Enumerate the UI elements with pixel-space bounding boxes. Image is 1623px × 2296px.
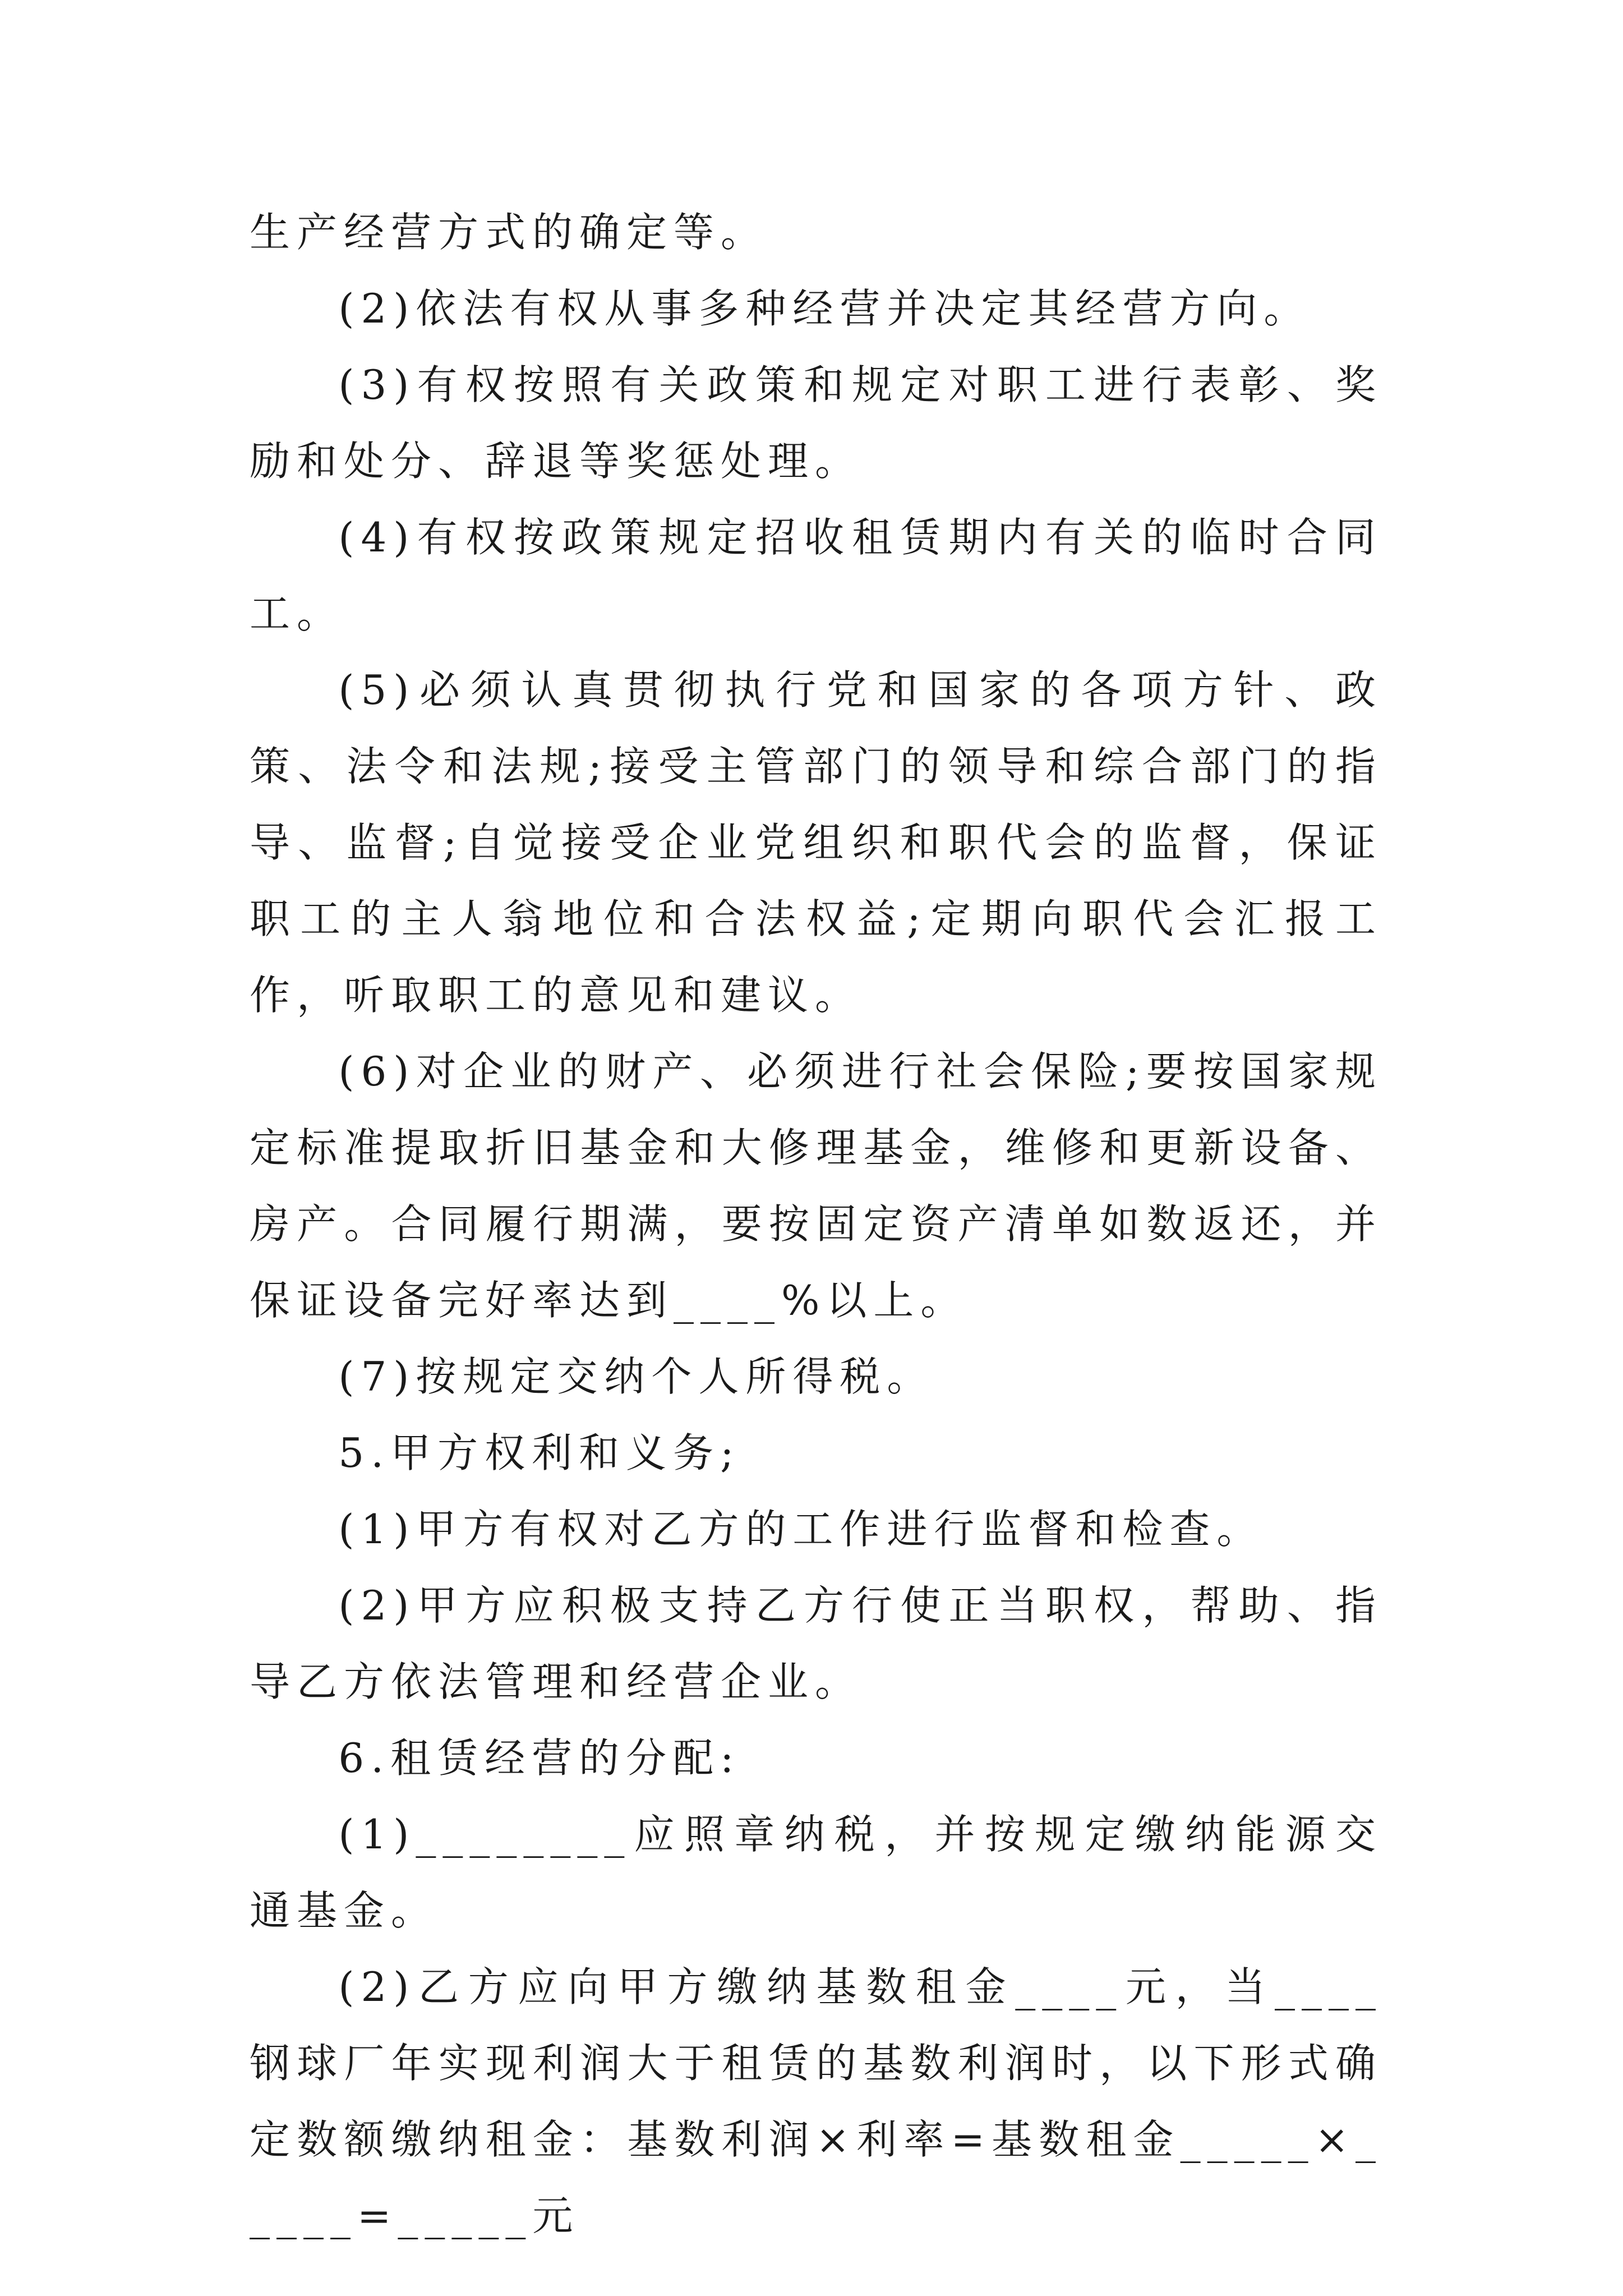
paragraph-5: (5)必须认真贯彻执行党和国家的各项方针、政策、法令和法规;接受主管部门的领导和综合部门的指导、监督;自觉接受企业党组织和职代会的监督，保证职工的主人翁地位和合法权益;定期向职代会汇报工作，听取职工的意见和建议。 [250,666,1382,1019]
paragraph-6: (6)对企业的财产、必须进行社会保险;要按国家规定标准提取折旧基金和大修理基金，维修和更新设备、房产。合同履行期满，要按固定资产清单如数返还，并保证设备完好率达到____%以上。 [250,1048,1382,1324]
paragraph-9: (1)甲方有权对乙方的工作进行监督和检查。 [338,1506,1264,1553]
paragraph-1: 生产经营方式的确定等。 [250,209,768,256]
paragraph-7: (7)按规定交纳个人所得税。 [338,1353,934,1400]
paragraph-3: (3)有权按照有关政策和规定对职工进行表彰、奖励和处分、辞退等奖惩处理。 [250,361,1382,485]
paragraph-4: (4)有权按政策规定招收租赁期内有关的临时合同工。 [250,514,1382,637]
document-body [250,194,1382,2254]
paragraph-10: (2)甲方应积极支持乙方行使正当职权，帮助、指导乙方依法管理和经营企业。 [250,1582,1382,1705]
paragraph-11: 6.租赁经营的分配: [338,1734,741,1782]
paragraph-12: (1)________应照章纳税，并按规定缴纳能源交通基金。 [250,1811,1382,1934]
paragraph-8: 5.甲方权利和义务; [338,1429,741,1476]
paragraph-13: (2)乙方应向甲方缴纳基数租金____元，当____钢球厂年实现利润大于租赁的基数利润时，以下形式确定数额缴纳租金：基数利润×利率=基数租金_____×_____=_____元 [250,1963,1382,2239]
paragraph-2: (2)依法有权从事多种经营并决定其经营方向。 [338,285,1311,332]
